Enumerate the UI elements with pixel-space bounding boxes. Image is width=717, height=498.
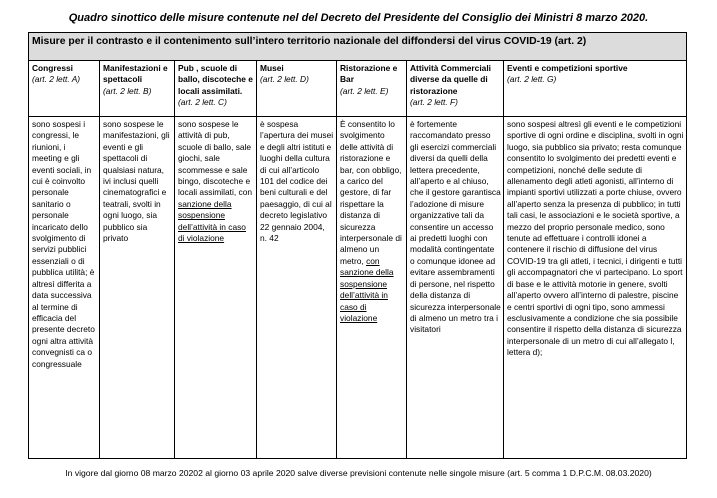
measures-table	[28, 32, 687, 459]
cell-text: È consentito lo svolgimento delle attività di ristorazione e bar, con obbligo, a carico del gestore, di far rispettare la distanza di sicurezza interpersonale di almeno un metro,	[340, 119, 402, 266]
column-header-attivita-commerciali	[407, 61, 504, 117]
column-header-manifestazioni	[100, 61, 175, 117]
column-title: Ristorazione e Bar	[340, 63, 398, 85]
column-header-ristorazione	[337, 61, 407, 117]
column-reference: (art. 2 lett. F)	[410, 97, 458, 108]
column-header-eventi-sportivi	[504, 61, 687, 117]
column-title: Congressi	[32, 63, 73, 73]
column-title: Musei	[260, 63, 284, 73]
cell-attivita-commerciali: è fortemente raccomandato presso gli esercizi commerciali diversi da quelli della lettera precedente, all’aperto e al chiuso, che il gestore garantisca l’adozione di misure organizzative tali da consentire un accesso ai predetti luoghi con modalità contingentate o comunque idonee ad evitare assembramenti di persone, nel rispetto della distanza di sicurezza interpersonale di almeno un metro tra i visitatori	[407, 117, 504, 459]
column-header-musei	[257, 61, 337, 117]
column-title: Eventi e competizioni sportive	[507, 63, 628, 73]
column-reference: (art. 2 lett. C)	[178, 97, 227, 108]
column-title: Manifestazioni e spettacoli	[103, 63, 168, 85]
cell-ristorazione	[337, 117, 407, 459]
cell-musei: è sospesa l’apertura dei musei e degli altri istituti e luoghi della cultura di cui all’articolo 101 del codice dei beni culturali e del paesaggio, di cui al decreto legislativo 22 gennaio 2004, n. 42	[257, 117, 337, 459]
table-banner: Misure per il contrasto e il contenimento sull’intero territorio nazionale del diffondersi del virus COVID-19 (art. 2)	[29, 33, 687, 61]
cell-eventi-sportivi: sono sospesi altresì gli eventi e le competizioni sportive di ogni ordine e disciplina, svolti in ogni luogo, sia pubblico sia privato; resta comunque consentito lo svolgimento dei predetti eventi e competizioni, nonché delle sedute di allenamento degli atleti agonisti, all’interno di impianti sportivi utilizzati a porte chiuse, ovvero all’aperto senza la presenza di pubblico; in tutti tali casi, le associazioni e le società sportive, a mezzo del proprio personale medico, sono tenute ad effettuare i controlli idonei a contenere il rischio di diffusione del virus COVID-19 tra gli atleti, i tecnici, i dirigenti e tutti gli accompagnatori che vi partecipano. Lo sport di base e le attività motorie in genere, svolti all’aperto ovvero all’interno di palestre, piscine e centri sportivi di ogni tipo, sono ammessi esclusivamente a condizione che sia possibile consentire il rispetto della distanza di sicurezza interpersonale di un metro di cui all’allegato l, lettera d);	[504, 117, 687, 459]
page-title: Quadro sinottico delle misure contenute nel del Decreto del Presidente del Consiglio dei Ministri 8 marzo 2020.	[68, 12, 649, 24]
cell-text: sono sospese le attività di pub, scuole di ballo, sale giochi, sale scommesse e sale bingo, discoteche e locali assimilati, con	[178, 119, 253, 198]
column-reference: (art. 2 lett. B)	[103, 85, 152, 96]
column-title: Pub , scuole di ballo, discoteche e locali assimilati.	[178, 63, 253, 96]
sanction-note: sanzione della sospensione dell’attività in caso di violazione	[178, 198, 246, 244]
cell-congressi: sono sospesi i congressi, le riunioni, i meeting e gli eventi sociali, in cui è coinvolto personale sanitario o personale incaricato dello svolgimento di servizi pubblici essenziali o di pubblica utilità; è altresì differita a data successiva al termine di efficacia del presente decreto ogni altra attività convegnisti ca o congressuale	[29, 117, 100, 459]
column-reference: (art. 2 lett. D)	[260, 74, 309, 85]
column-reference: (art. 2 lett. E)	[340, 85, 389, 96]
sanction-note: con sanzione della sospensione dell’attività in caso di violazione	[340, 255, 394, 323]
cell-manifestazioni: sono sospese le manifestazioni, gli eventi e gli spettacoli di qualsiasi natura, ivi inclusi quelli cinematografici e teatrali, svolti in ogni luogo, sia pubblico sia privato	[100, 117, 175, 459]
column-header-pub	[175, 61, 257, 117]
cell-pub	[175, 117, 257, 459]
column-reference: (art. 2 lett. G)	[507, 74, 557, 85]
validity-note: In vigore dal giorno 08 marzo 20202 al giorno 03 aprile 2020 salve diverse previsioni contenute nelle singole misure (art. 5 comma 1 D.P.C.M. 08.03.2020)	[65, 468, 652, 478]
column-title: Attività Commerciali diverse da quelle di ristorazione	[410, 63, 491, 96]
column-reference: (art. 2 lett. A)	[32, 74, 81, 85]
column-header-congressi	[29, 61, 100, 117]
